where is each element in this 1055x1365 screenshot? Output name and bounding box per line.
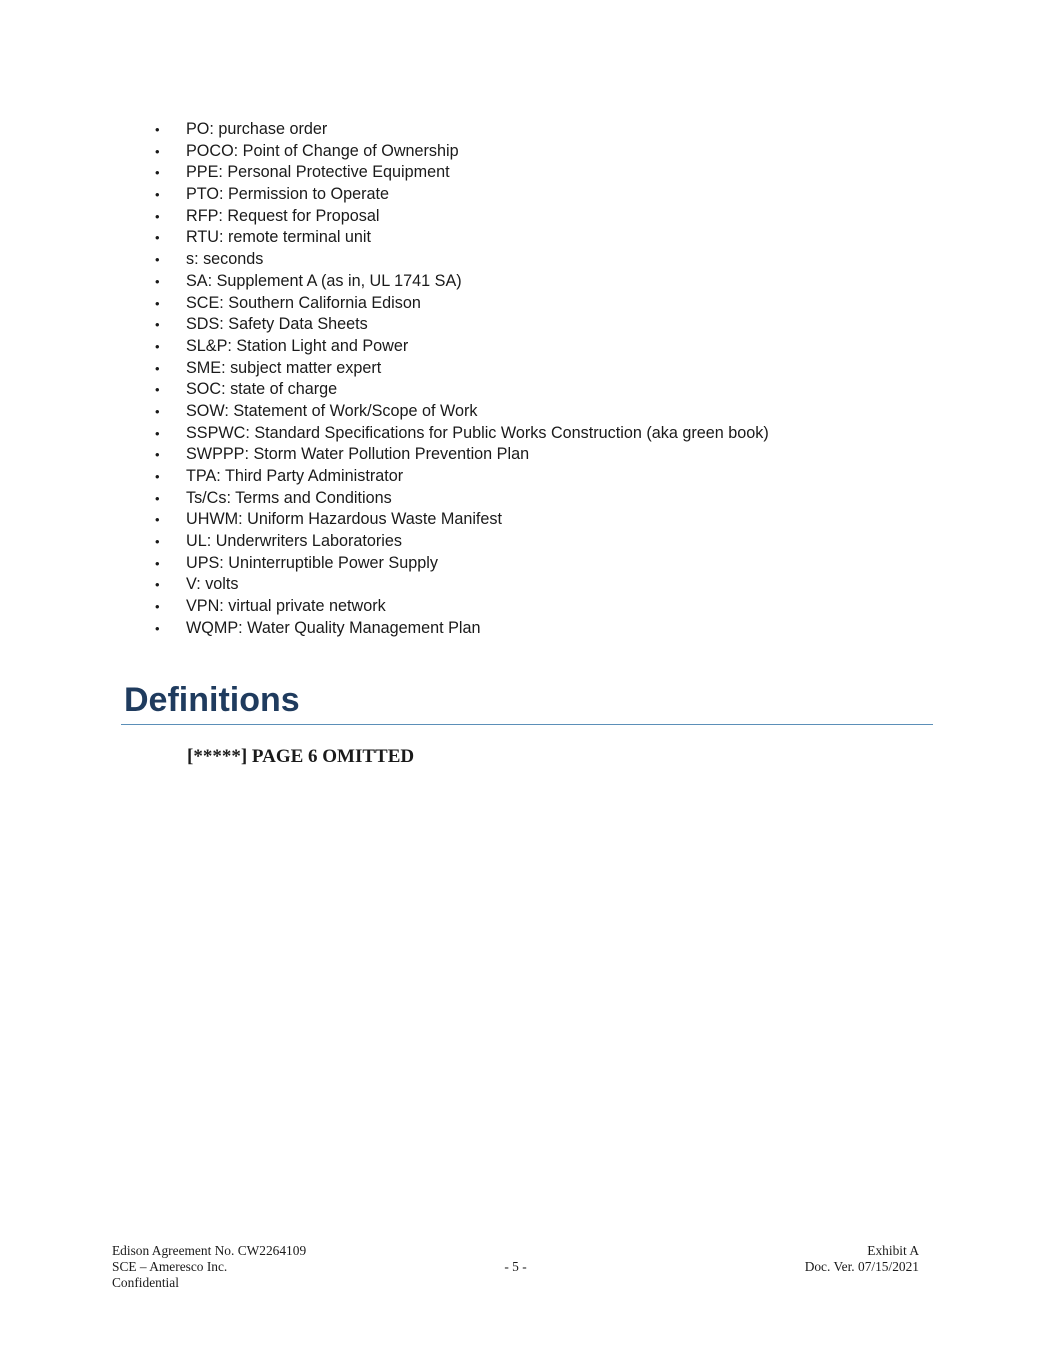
abbreviation-text: PTO: Permission to Operate (186, 185, 390, 204)
bullet-icon: • (155, 360, 160, 376)
bullet-icon: • (155, 447, 160, 463)
bullet-icon: • (155, 534, 160, 550)
list-item (0, 184, 1055, 206)
list-item (0, 162, 1055, 184)
bullet-icon: • (155, 122, 160, 137)
list-item (0, 206, 1055, 228)
bullet-icon: • (155, 599, 160, 615)
abbreviation-text: s: seconds (186, 250, 264, 269)
list-item (0, 379, 1055, 401)
abbreviation-text: RTU: remote terminal unit (186, 228, 372, 247)
bullet-icon: • (155, 273, 160, 289)
abbreviation-text: V: volts (186, 575, 239, 594)
bullet-icon: • (155, 143, 160, 159)
heading-underline (121, 724, 933, 725)
abbreviation-text: UHWM: Uniform Hazardous Waste Manifest (186, 510, 503, 529)
bullet-icon: • (155, 577, 160, 593)
bullet-icon: • (155, 425, 160, 441)
abbreviation-text: SME: subject matter expert (186, 358, 382, 377)
abbreviation-text: SA: Supplement A (as in, UL 1741 SA) (186, 271, 462, 290)
bullet-icon: • (155, 208, 160, 224)
list-item (0, 119, 1055, 141)
abbreviation-text: POCO: Point of Change of Ownership (186, 141, 459, 160)
footer-page-number: - 5 - (504, 1259, 527, 1274)
list-item (0, 141, 1055, 163)
footer-agreement-number: Edison Agreement No. CW2264109 (112, 1243, 307, 1258)
list-item (0, 618, 1055, 640)
bullet-icon: • (155, 382, 160, 398)
bullet-icon: • (155, 295, 160, 311)
footer-doc-version: Doc. Ver. 07/15/2021 (804, 1259, 919, 1274)
bullet-icon: • (155, 187, 160, 203)
list-item (0, 423, 1055, 445)
list-item (0, 509, 1055, 531)
abbreviation-text: SWPPP: Storm Water Pollution Prevention Plan (186, 445, 530, 464)
list-item (0, 336, 1055, 358)
abbreviation-text: SDS: Safety Data Sheets (186, 315, 368, 334)
bullet-icon: • (155, 338, 160, 354)
list-item (0, 444, 1055, 466)
abbreviation-text: SCE: Southern California Edison (186, 293, 421, 312)
list-item (0, 358, 1055, 380)
abbreviation-text: SOW: Statement of Work/Scope of Work (186, 401, 478, 420)
list-item (0, 249, 1055, 271)
abbreviation-text: UL: Underwriters Laboratories (186, 532, 402, 551)
bullet-icon: • (155, 512, 160, 528)
list-item (0, 553, 1055, 575)
list-item (0, 293, 1055, 315)
bullet-icon: • (155, 620, 160, 636)
abbreviation-text: PO: purchase order (186, 120, 328, 138)
bullet-icon: • (155, 165, 160, 181)
footer-exhibit: Exhibit A (867, 1243, 919, 1258)
list-item (0, 596, 1055, 618)
bullet-icon: • (155, 317, 160, 333)
footer-confidential: Confidential (112, 1275, 179, 1290)
abbreviation-text: WQMP: Water Quality Management Plan (186, 618, 481, 637)
list-item (0, 488, 1055, 510)
bullet-icon: • (155, 555, 160, 571)
bullet-icon: • (155, 403, 160, 419)
abbreviation-text: SOC: state of charge (186, 380, 338, 399)
abbreviation-text: VPN: virtual private network (186, 597, 386, 616)
list-item (0, 574, 1055, 596)
page-omitted-note: [*****] PAGE 6 OMITTED (187, 746, 415, 767)
abbreviations-list (0, 119, 1055, 640)
footer-parties: SCE – Ameresco Inc. (112, 1259, 228, 1274)
abbreviation-text: Ts/Cs: Terms and Conditions (186, 488, 392, 507)
abbreviation-text: RFP: Request for Proposal (186, 206, 380, 225)
abbreviation-text: PPE: Personal Protective Equipment (186, 163, 450, 182)
list-item (0, 466, 1055, 488)
bullet-icon: • (155, 230, 160, 246)
bullet-icon: • (155, 469, 160, 484)
abbreviation-text: SSPWC: Standard Specifications for Public Works Construction (aka green book) (186, 423, 769, 442)
abbreviation-text: SL&P: Station Light and Power (186, 336, 409, 355)
list-item (0, 401, 1055, 423)
abbreviation-text: TPA: Third Party Administrator (186, 467, 404, 485)
list-item (0, 531, 1055, 553)
definitions-heading: Definitions (124, 681, 300, 719)
list-item (0, 227, 1055, 249)
bullet-icon: • (155, 252, 160, 268)
abbreviation-text: UPS: Uninterruptible Power Supply (186, 553, 438, 572)
list-item (0, 271, 1055, 293)
list-item (0, 314, 1055, 336)
bullet-icon: • (155, 490, 160, 506)
